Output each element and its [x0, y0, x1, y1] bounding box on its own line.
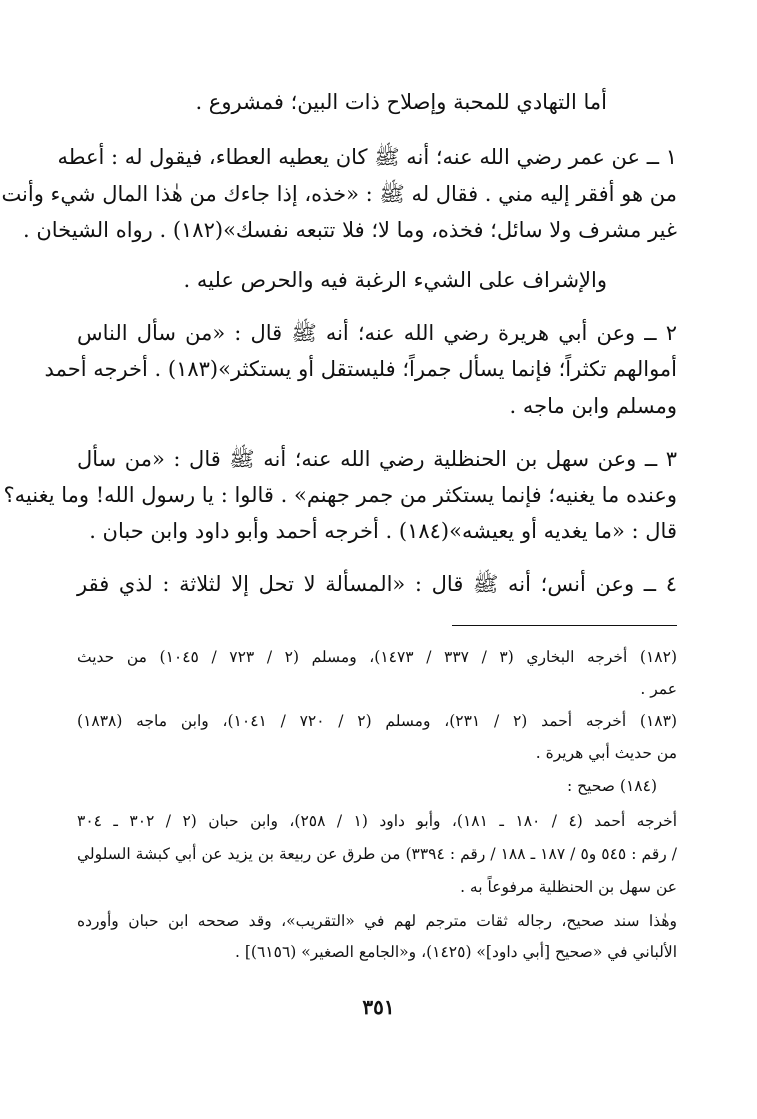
body-line-6: ٢ ــ وعن أبي هريرة رضي الله عنه؛ أنه ﷺ قال : «من سأل الناس	[77, 321, 677, 345]
page-number: ٣٥١	[362, 995, 395, 1019]
footnote-line-8: عن سهل بن الحنظلية مرفوعاً به .	[460, 878, 677, 896]
footnote-line-2: عمر .	[640, 680, 677, 698]
body-line-11: قال : «ما يغديه أو يعيشه»(١٨٤) . أخرجه أحمد وأبو داود وابن حبان .	[89, 519, 677, 543]
footnote-line-5: (١٨٤) صحيح :	[566, 777, 657, 795]
footnote-line-9: وهٰذا سند صحيح، رجاله ثقات مترجم لهم في «التقريب»، وقد صححه ابن حبان وأورده	[77, 912, 677, 930]
body-line-3: من هو أفقر إليه مني . فقال له ﷺ : «خذه، إذا جاءك من هٰذا المال شيء وأنت	[1, 182, 677, 206]
body-line-1: أما التهادي للمحبة وإصلاح ذات البين؛ فمشروع .	[195, 90, 607, 114]
footnote-line-4: من حديث أبي هريرة .	[535, 744, 677, 762]
body-line-12: ٤ ــ وعن أنس؛ أنه ﷺ قال : «المسألة لا تحل إلا لثلاثة : لذي فقر	[77, 572, 677, 596]
body-line-9: ٣ ــ وعن سهل بن الحنظلية رضي الله عنه؛ أنه ﷺ قال : «من سأل	[77, 447, 677, 471]
footnote-line-3: (١٨٣) أخرجه أحمد (٢ / ٢٣١)، ومسلم (٢ / ٧٢٠ / ١٠٤١)، وابن ماجه (١٨٣٨)	[77, 712, 677, 730]
body-line-4: غير مشرف ولا سائل؛ فخذه، وما لا؛ فلا تتبعه نفسك»(١٨٢) . رواه الشيخان .	[22, 218, 677, 242]
footnote-separator	[452, 625, 677, 626]
body-line-2: ١ ــ عن عمر رضي الله عنه؛ أنه ﷺ كان يعطيه العطاء، فيقول له : أعطه	[57, 145, 677, 169]
body-line-5: والإشراف على الشيء الرغبة فيه والحرص عليه .	[183, 268, 607, 292]
footnote-line-7: / رقم : ٥٤٥ و٥ / ١٨٧ ـ ١٨٨ / رقم : ٣٣٩٤) من طرق عن ربيعة بن يزيد عن أبي كبشة السلولي	[77, 845, 677, 863]
footnote-line-1: (١٨٢) أخرجه البخاري (٣ / ٣٣٧ / ١٤٧٣)، ومسلم (٢ / ٧٢٣ / ١٠٤٥) من حديث	[77, 648, 677, 666]
footnote-line-6: أخرجه أحمد (٤ / ١٨٠ ـ ١٨١)، وأبو داود (١ / ٢٥٨)، وابن حبان (٢ / ٣٠٢ ـ ٣٠٤	[77, 812, 678, 830]
body-line-7: أموالهم تكثراً؛ فإنما يسأل جمراً؛ فليستقل أو يستكثر»(١٨٣) . أخرجه أحمد	[44, 357, 677, 381]
footnote-line-10: الألباني في «صحيح [أبي داود]» (١٤٢٥)، و«الجامع الصغير» (٦١٥٦)] .	[235, 943, 677, 961]
body-line-10: وعنده ما يغنيه؛ فإنما يستكثر من جمر جهنم» . قالوا : يا رسول الله! وما يغنيه؟	[3, 483, 677, 507]
body-line-8: ومسلم وابن ماجه .	[509, 394, 677, 418]
